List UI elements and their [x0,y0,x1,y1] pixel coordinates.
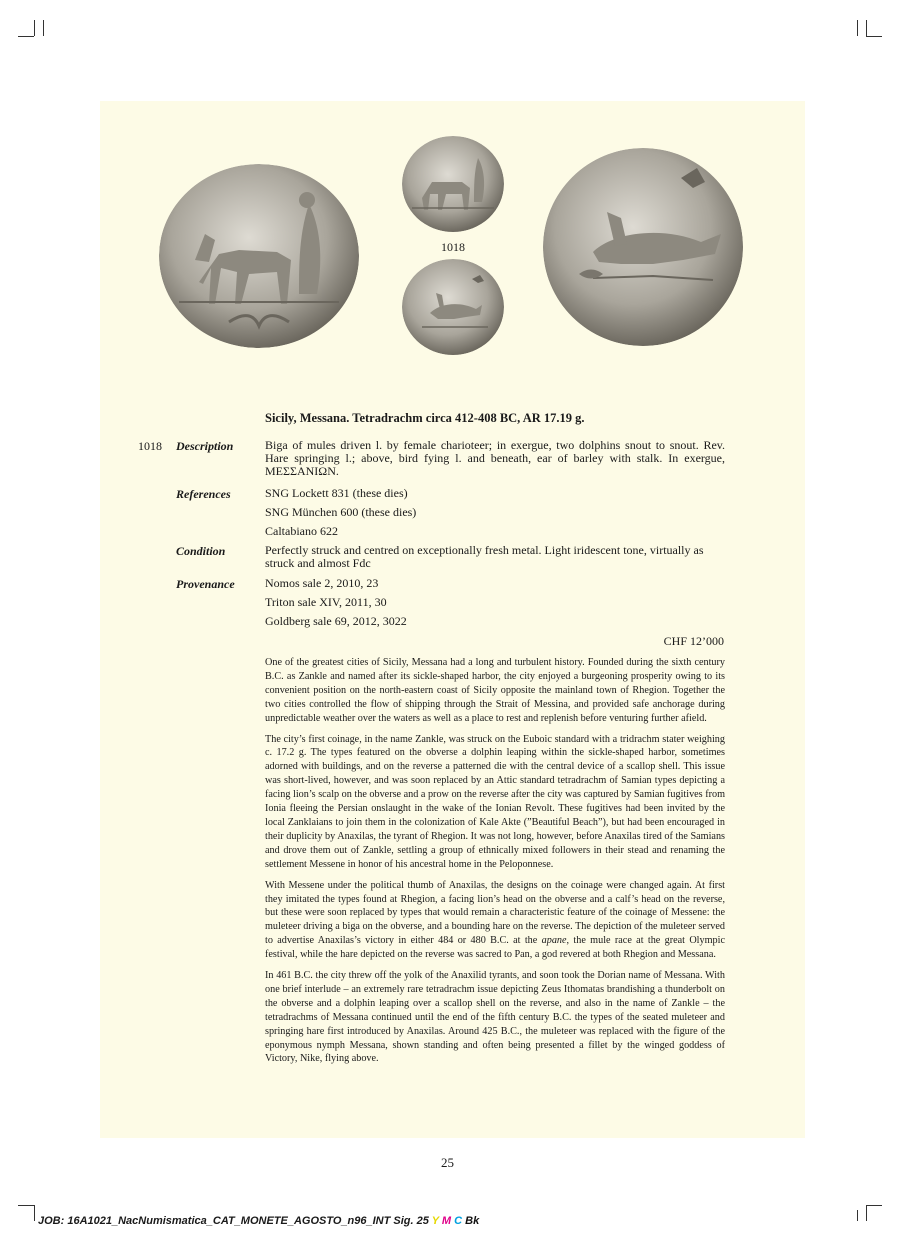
condition-label: Condition [176,544,226,558]
reference-item-2: SNG München 600 (these dies) [265,505,417,519]
coin-obverse-large [159,164,359,348]
essay-paragraph-4: In 461 B.C. the city threw off the yolk of the Anaxilid tyrants, and soon took the Dorian name of Messana. With one brief interlude – an extremely rare tetradrachm issue depicting Zeus Ithomatas brandishing a thunderbolt on the obverse and a dolphin leaping over a scallop shell on the reverse, and also in the name of Zankle – the tetradrachms of Messana continued until the end of the fifth century B.C. the types of the seated muleteer and springing hare first introduced by Anaxilas. Around 425 B.C., the muleteer was replaced with the figure of the eponymous nymph Messana, shown standing and often being presented a fillet by the winged goddess of Victory, Nike, flying above. [265,970,725,1065]
lot-essay [265,656,725,1073]
crop-mark-bl-h [18,1205,34,1206]
crop-mark-tl-v [34,20,35,36]
crop-mark-tl-v2 [43,20,44,36]
reference-item-3: Caltabiano 622 [265,524,338,538]
essay-p3-italic: apane [541,935,567,947]
essay-paragraph-1: One of the greatest cities of Sicily, Messana had a long and turbulent history. Founded during the sixth century B.C. as Zankle and named after its sickle-shaped harbor, the city enjoyed a burgeoning prosperity owing to its convenient position on the north-eastern coast of Sicily opposite the mainland town of Rhegion. Together the two cities controlled the flow of shipping through the Strait of Messina, and provided safe anchorage during unpredictable weather over the waters as well as a place to rest and replenish before venturing further afield. [265,657,725,724]
crop-mark-br-h [866,1205,882,1206]
essay-p3-part-2: , the mule race at the great Olympic festival, while the hare depicted on the reverse was sacred to Pan, a god revered at both Rhegion and Messana. [265,935,725,961]
job-color-cyan: C [454,1215,463,1227]
provenance-item-3: Goldberg sale 69, 2012, 3022 [265,614,407,628]
job-color-magenta: M [441,1215,452,1227]
coin-reverse-large [543,148,743,346]
job-color-yellow: Y [431,1215,439,1227]
essay-paragraph-2: The city’s first coinage, in the name Zankle, was struck on the Euboic standard with a tridrachm stater weighing c. 17.2 g. The types featured on the obverse a dolphin leaping within the sickle-shaped harbor, sometimes adorned with buildings, and on the reverse a patterned die with the central device of a scallop shell. This issue was short-lived, however, and was soon replaced by an Attic standard tetradrachm of Samian types depicting a facing lion’s scalp on the obverse and a prow on the reverse after the city was captured by Samian fugitives from Ionia fleeing the Persian onslaught in the wake of the Ionian Revolt. These fugitives had been invited by the local Zanklaians to join them in the colonization of Kale Akte (”Beautiful Beach”), but had been encouraged in their duplicity by Anaxilas, the tyrant of Rhegion. It was not long, however, before Anaxilas tired of the Samians and drove them out of Zankle, settling a group of ethnically mixed followers in their stead and renaming the settlement Messene in honor of his ancestral home in the Peloponnese. [265,733,725,870]
page-number: 25 [441,1155,454,1170]
provenance-item-2: Triton sale XIV, 2011, 30 [265,595,387,609]
price: CHF 12’000 [663,634,724,648]
hare-reverse-small-image [402,259,504,355]
references-label: References [176,487,231,501]
coin-obverse-small [402,136,504,232]
crop-mark-br-v [866,1205,867,1221]
job-slug-text: JOB: 16A1021_NacNumismatica_CAT_MONETE_AGOSTO_n96_INT Sig. 25 [38,1215,429,1227]
biga-obverse-image [159,164,359,348]
crop-mark-br-v2 [857,1210,858,1221]
crop-mark-bl-v [34,1205,35,1221]
provenance-label: Provenance [176,577,235,591]
lot-title: Sicily, Messana. Tetradrachm circa 412-408 BC, AR 17.19 g. [265,411,585,425]
description-text: Biga of mules driven l. by female charioteer; in exergue, two dolphins snout to snout. Rev. Hare springing l.; above, bird fying l. and beneath, ear of barley with stalk. In exergue, ΜΕΣΣΑΝΙΩΝ. [265,438,725,478]
job-color-black: Bk [465,1215,480,1227]
crop-mark-tr-v2 [857,20,858,36]
coin-reverse-small [402,259,504,355]
biga-obverse-small-image [402,136,504,232]
crop-mark-tr-h [866,36,882,37]
description-label: Description [176,439,234,453]
reference-item-1: SNG Lockett 831 (these dies) [265,486,408,500]
crop-mark-tr-v [866,20,867,36]
provenance-item-1: Nomos sale 2, 2010, 23 [265,576,379,590]
lot-figure-label: 1018 [441,240,465,254]
condition-text: Perfectly struck and centred on exceptionally fresh metal. Light iridescent tone, virtually as struck and almost Fdc [265,543,704,570]
hare-reverse-image [543,148,743,346]
job-slug [38,1215,479,1227]
essay-p3-part-1: With Messene under the political thumb of Anaxilas, the designs on the coinage were changed again. At first they imitated the types found at Rhegion, a facing lion’s head on the obverse and a calf’s head on the reverse, but these were soon replaced by types that would remain a characteristic feature of the coinage of Messene: the muleteer driving a biga on the obverse, and a bounding hare on the reverse. The depiction of the muleteer served to advertise Anaxilas’s victory in either 484 or 480 B.C. at the [265,879,725,947]
lot-number: 1018 [138,439,162,453]
crop-mark-tl-h [18,36,34,37]
essay-paragraph-3 [265,879,725,962]
